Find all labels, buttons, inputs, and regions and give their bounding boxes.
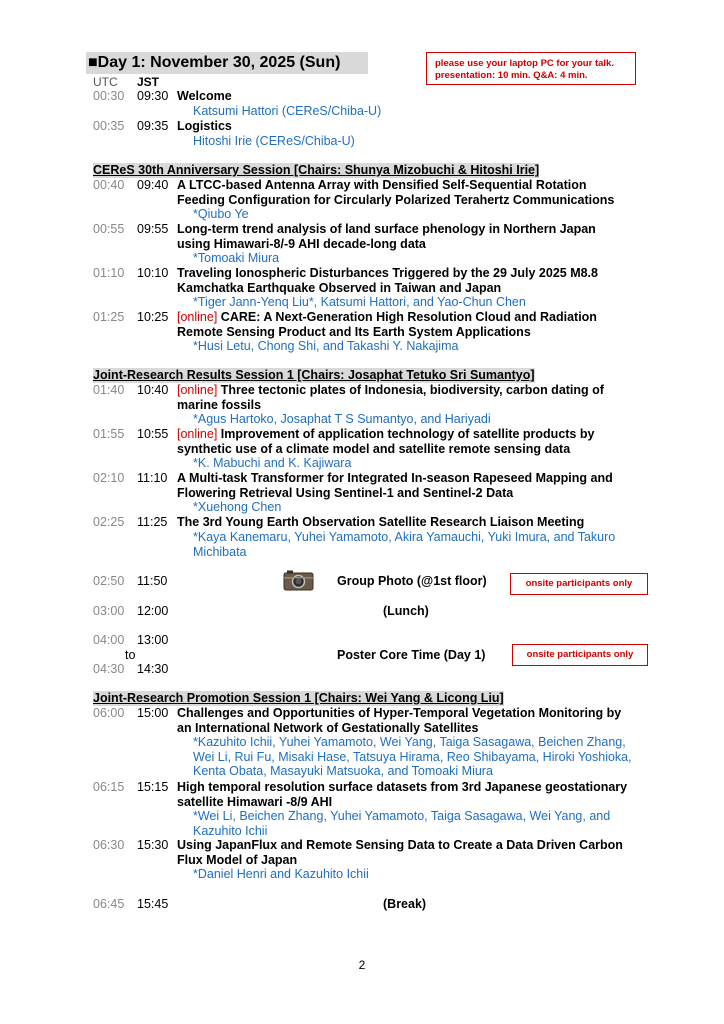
utc-time: 02:50: [93, 574, 125, 588]
jst-time: 15:45: [137, 897, 169, 911]
jst-time: 11:10: [137, 471, 168, 485]
talk-authors: *Kazuhito Ichii, Yuhei Yamamoto, Wei Yang, Taiga Sasagawa, Beichen Zhang, Wei Li, Rui Fu, Misaki Hase, Tatsuya Hirama, Reo Shibayama, Hiroki Yoshioka, Kenta Obata, Masayuki Matsuoka, and Tomoaki Miura: [193, 735, 632, 779]
page-number: 2: [358, 958, 366, 972]
utc-column-header: UTC: [93, 75, 118, 89]
item-title: Welcome: [177, 89, 232, 103]
talk-title: Challenges and Opportunities of Hyper-Temporal Vegetation Monitoring by an International Network of Gestationally Satellites: [177, 706, 622, 735]
talk-authors: *Qiubo Ye: [193, 207, 249, 221]
utc-time: 03:00: [93, 604, 125, 618]
poster-label: Poster Core Time (Day 1): [337, 648, 486, 662]
jst-time: 10:25: [137, 310, 169, 324]
talk-title: A Multi-task Transformer for Integrated In-season Rapeseed Mapping and Flowering Retrieval Using Sentinel-1 and Sentinel-2 Data: [177, 471, 613, 500]
onsite-only-badge: onsite participants only: [512, 644, 648, 666]
utc-time: 00:35: [93, 119, 125, 133]
onsite-only-badge: onsite participants only: [510, 573, 648, 595]
online-tag: [online]: [177, 310, 218, 324]
day-header: ■Day 1: November 30, 2025 (Sun): [86, 52, 368, 74]
talk-authors: *K. Mabuchi and K. Kajiwara: [193, 456, 352, 470]
talk-title: Using JapanFlux and Remote Sensing Data to Create a Data Driven Carbon Flux Model of Japan: [177, 838, 623, 867]
talk-authors: *Husi Letu, Chong Shi, and Takashi Y. Nakajima: [193, 339, 459, 353]
utc-time: 01:40: [93, 383, 125, 397]
talk-title: A LTCC-based Antenna Array with Densified Self-Sequential Rotation Feeding Configuration for Circularly Polarized Terahertz Communications: [177, 178, 615, 207]
online-tag: [online]: [177, 427, 218, 441]
jst-time: 15:15: [137, 780, 169, 794]
utc-time: 04:00: [93, 633, 125, 647]
talk-authors: *Tiger Jann-Yenq Liu*, Katsumi Hattori, and Yao-Chun Chen: [193, 295, 526, 309]
talk-authors: *Wei Li, Beichen Zhang, Yuhei Yamamoto, Taiga Sasagawa, Wei Yang, and Kazuhito Ichii: [193, 809, 611, 838]
utc-time: 01:55: [93, 427, 125, 441]
talk-authors: *Tomoaki Miura: [193, 251, 280, 265]
item-authors: Katsumi Hattori (CEReS/Chiba-U): [193, 104, 382, 118]
utc-time: 00:30: [93, 89, 125, 103]
jst-time: 10:55: [137, 427, 169, 441]
utc-time: 00:40: [93, 178, 125, 192]
notice-box: [426, 52, 636, 85]
talk-title: [online] CARE: A Next-Generation High Resolution Cloud and Radiation Remote Sensing Product and Its Earth System Applications: [177, 310, 597, 339]
utc-time: 06:00: [93, 706, 125, 720]
group-photo-label: Group Photo (@1st floor): [337, 574, 487, 588]
utc-time: 06:30: [93, 838, 125, 852]
session-title: CEReS 30th Anniversary Session [Chairs: Shunya Mizobuchi & Hitoshi Irie]: [93, 163, 540, 177]
jst-time: 10:10: [137, 266, 169, 280]
online-tag: [online]: [177, 383, 218, 397]
camera-icon: [283, 569, 314, 591]
jst-time: 09:35: [137, 119, 169, 133]
utc-time: 00:55: [93, 222, 125, 236]
jst-time: 09:30: [137, 89, 169, 103]
item-authors: Hitoshi Irie (CEReS/Chiba-U): [193, 134, 355, 148]
time-range-to: to: [125, 648, 136, 662]
jst-time: 09:40: [137, 178, 169, 192]
utc-time: 01:10: [93, 266, 125, 280]
session-title: Joint-Research Results Session 1 [Chairs: Josaphat Tetuko Sri Sumantyo]: [93, 368, 535, 382]
jst-column-header: JST: [137, 75, 160, 89]
jst-time: 10:40: [137, 383, 169, 397]
talk-authors: *Daniel Henri and Kazuhito Ichii: [193, 867, 369, 881]
jst-time: 11:50: [137, 574, 168, 588]
jst-time: 13:00: [137, 633, 169, 647]
talk-title: [online] Three tectonic plates of Indonesia, biodiversity, carbon dating of marine fossils: [177, 383, 604, 412]
utc-time: 02:25: [93, 515, 125, 529]
jst-time: 15:00: [137, 706, 169, 720]
talk-authors: *Xuehong Chen: [193, 500, 282, 514]
talk-authors: *Agus Hartoko, Josaphat T S Sumantyo, and Hariyadi: [193, 412, 491, 426]
session-title: Joint-Research Promotion Session 1 [Chairs: Wei Yang & Licong Liu]: [93, 691, 504, 705]
utc-time: 02:10: [93, 471, 125, 485]
talk-title: High temporal resolution surface datasets from 3rd Japanese geostationary satellite Himawari -8/9 AHI: [177, 780, 628, 809]
item-title: Logistics: [177, 119, 232, 133]
utc-time: 04:30: [93, 662, 125, 676]
talk-title: The 3rd Young Earth Observation Satellite Research Liaison Meeting: [177, 515, 585, 529]
talk-title: [online] Improvement of application technology of satellite products by synthetic use of a climate model and satellite remote sensing data: [177, 427, 595, 456]
jst-time: 15:30: [137, 838, 169, 852]
jst-time: 12:00: [137, 604, 169, 618]
jst-time: 09:55: [137, 222, 169, 236]
talk-authors: *Kaya Kanemaru, Yuhei Yamamoto, Akira Yamauchi, Yuki Imura, and Takuro Michibata: [193, 530, 616, 559]
lunch-label: (Lunch): [383, 604, 429, 618]
utc-time: 06:15: [93, 780, 125, 794]
notice-line-2: presentation: 10 min. Q&A: 4 min.: [435, 70, 588, 81]
notice-line-1: please use your laptop PC for your talk.: [435, 58, 614, 69]
talk-title: Traveling Ionospheric Disturbances Triggered by the 29 July 2025 M8.8 Kamchatka Earthquake Observed in Taiwan and Japan: [177, 266, 598, 295]
utc-time: 06:45: [93, 897, 125, 911]
utc-time: 01:25: [93, 310, 125, 324]
talk-title: Long-term trend analysis of land surface phenology in Northern Japan using Himawari-8/-9 AHI decade-long data: [177, 222, 596, 251]
jst-time: 14:30: [137, 662, 169, 676]
jst-time: 11:25: [137, 515, 168, 529]
break-label: (Break): [383, 897, 427, 911]
